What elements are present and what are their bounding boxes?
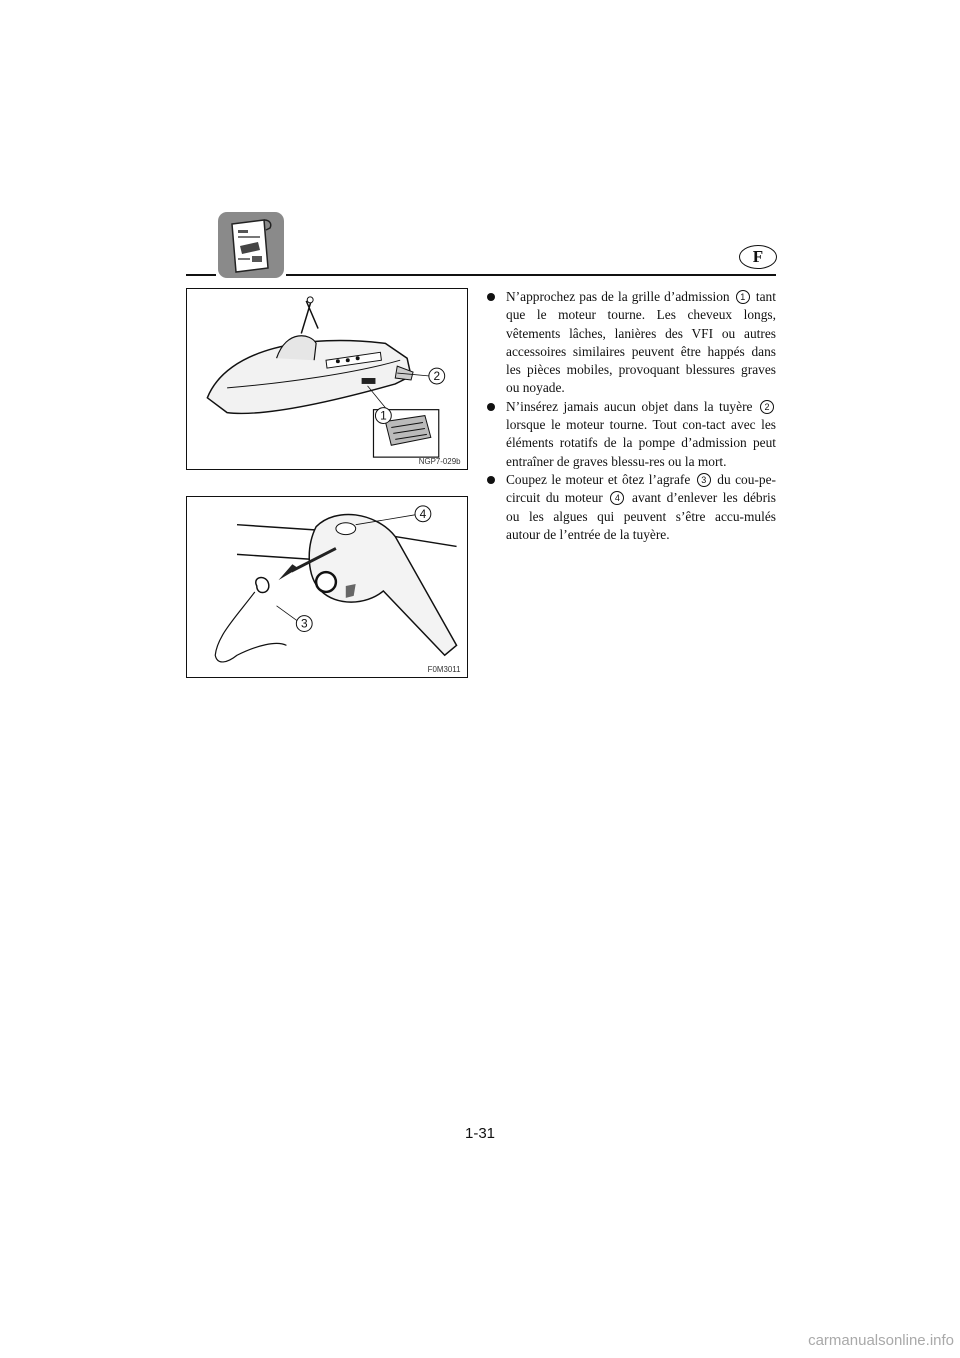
callout-ref-1: 1 xyxy=(736,290,750,304)
watermark: carmanualsonline.info xyxy=(808,1332,954,1349)
figure-callout-1: 1 xyxy=(380,408,387,423)
figure-callout-4: 4 xyxy=(419,506,427,521)
callout-ref-3: 3 xyxy=(697,473,711,487)
header-rule-right xyxy=(286,274,776,276)
owners-manual-icon xyxy=(218,212,284,278)
warning-item: N’insérez jamais aucun objet dans la tuyère 2 lorsque le moteur tourne. Tout con-tact avec les éléments rotatifs de la pompe d’admission peut entraîner de graves blessu-res ou la mort. xyxy=(486,398,776,471)
warning-list xyxy=(486,288,776,544)
warning-item: Coupez le moteur et ôtez l’agrafe 3 du cou-pe-circuit du moteur 4 avant d’enlever les débris ou les algues qui peuvent s’être accu-mulés autour de l’entrée de la tuyère. xyxy=(486,471,776,544)
jetski-illustration xyxy=(187,289,467,469)
header-rule-left xyxy=(186,274,216,276)
callout-ref-2: 2 xyxy=(760,400,774,414)
figure-code: F0M3011 xyxy=(427,665,461,675)
figure-callout-3: 3 xyxy=(300,616,308,631)
figure-code: NGP7-029b xyxy=(418,457,461,467)
figure-callout-2: 2 xyxy=(433,368,441,383)
figure-jetski-intake xyxy=(186,288,468,470)
callout-ref-4: 4 xyxy=(610,491,624,505)
warning-item: N’approchez pas de la grille d’admission 1 tant que le moteur tourne. Les cheveux longs, vêtements lâches, lanières des VFI ou autres accessoires similaires peuvent être happés dans les pièces mobiles, provoquant blessures graves ou noyade. xyxy=(486,288,776,398)
page-number: 1-31 xyxy=(464,1125,496,1142)
figure-engine-stop-clip xyxy=(186,496,468,678)
language-badge: F xyxy=(739,245,777,269)
handlebar-illustration xyxy=(187,497,467,677)
